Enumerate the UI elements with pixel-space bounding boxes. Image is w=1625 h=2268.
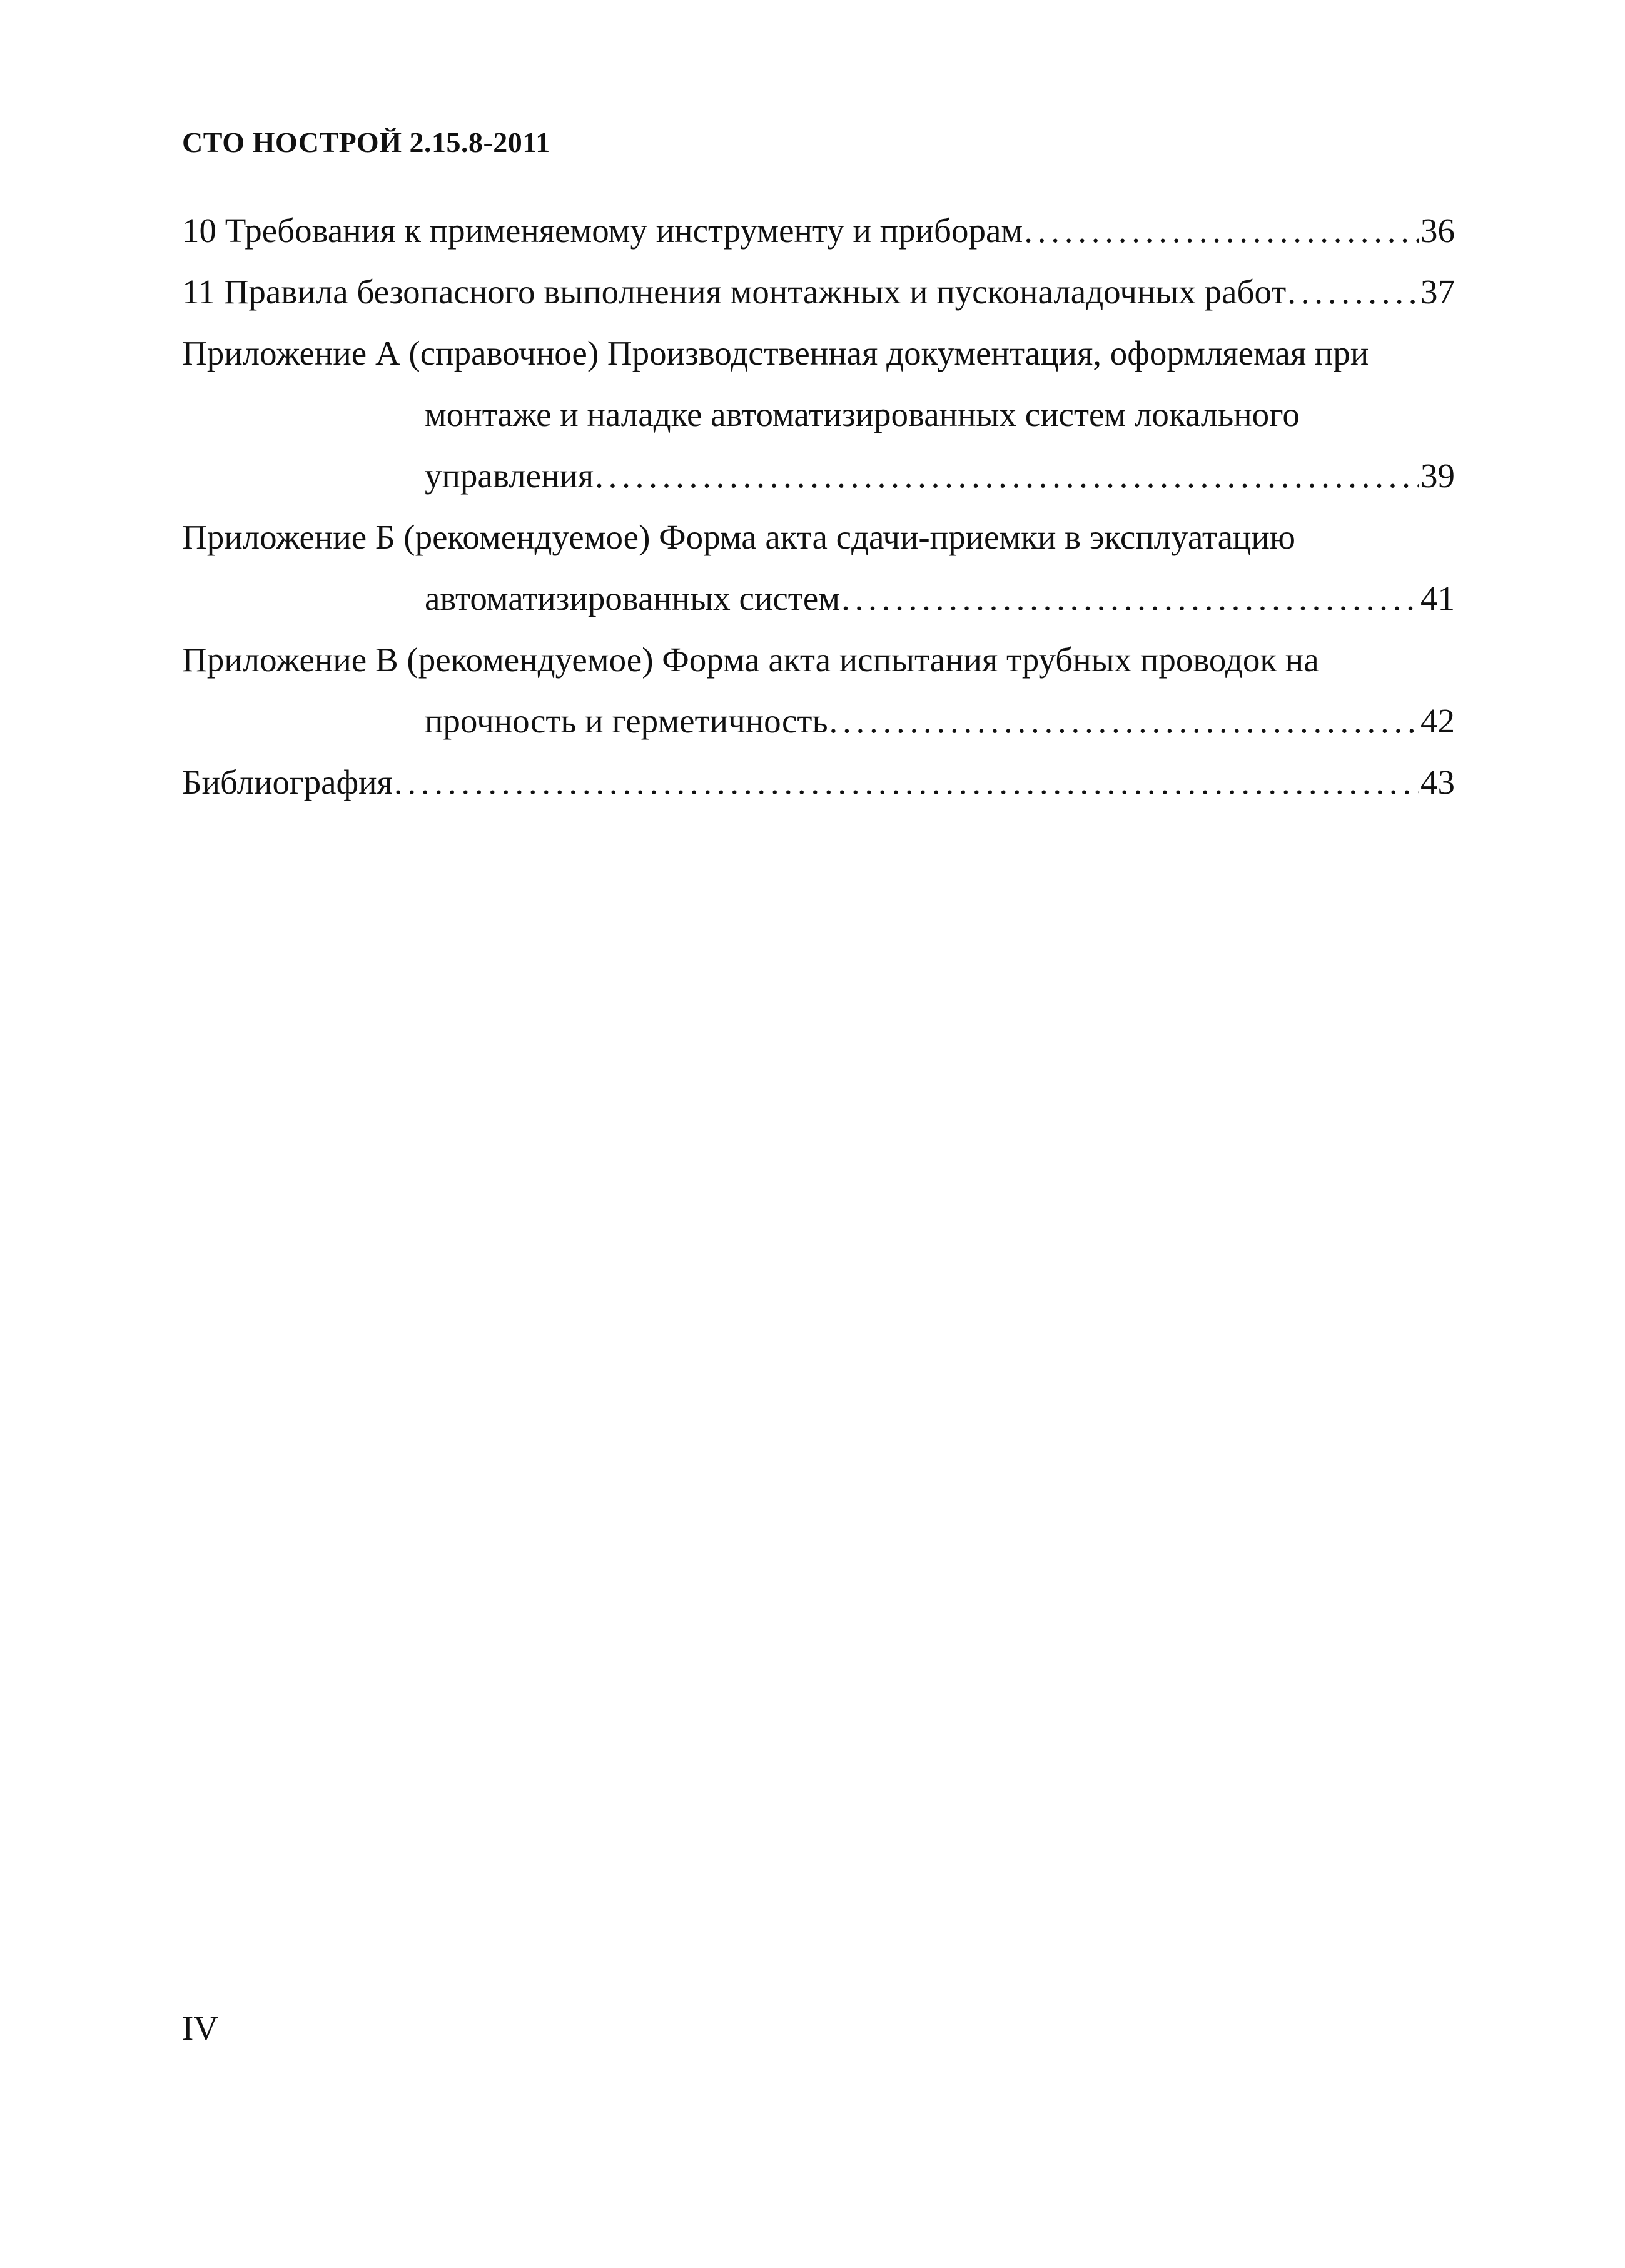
toc-entry-appendix-b[interactable] (182, 507, 1455, 568)
toc-page-number: 41 (1420, 579, 1455, 617)
toc-page-number: 37 (1420, 273, 1455, 311)
toc-entry-appendix-v[interactable] (182, 629, 1455, 691)
toc-entry-bibliography[interactable] (182, 752, 1455, 813)
toc-entry-appendix-a-last-line[interactable] (182, 445, 1455, 507)
toc-entry-appendix-a-continuation[interactable] (182, 384, 1455, 445)
toc-dot-leader (1024, 200, 1419, 261)
toc-dot-leader (829, 691, 1419, 752)
toc-entry-10[interactable] (182, 200, 1455, 261)
toc-entry-appendix-v-last-line[interactable] (182, 691, 1455, 752)
toc-entry-appendix-b-last-line[interactable] (182, 568, 1455, 629)
toc-dot-leader (1287, 261, 1419, 323)
toc-entry-title: 11 Правила безопасного выполнения монтажных и пусконаладочных работ (182, 273, 1287, 311)
toc-dot-leader (841, 568, 1419, 629)
toc-dot-leader (595, 445, 1419, 507)
toc-entry-title-continuation: управления (425, 457, 594, 495)
toc-entry-title: 10 Требования к применяемому инструменту и приборам (182, 211, 1023, 250)
toc-entry-title-continuation: прочность и герметичность (425, 702, 828, 740)
toc-entry-11[interactable] (182, 261, 1455, 323)
toc-entry-title-continuation: монтаже и наладке автоматизированных систем локального (425, 395, 1300, 433)
toc-entry-title: Приложение Б (рекомендуемое) Форма акта сдачи-приемки в эксплуатацию (182, 518, 1295, 556)
toc-entry-appendix-a[interactable] (182, 323, 1455, 384)
toc-page-number: 43 (1420, 763, 1455, 801)
toc-entry-title-continuation: автоматизированных систем (425, 579, 841, 617)
document-code-header: СТО НОСТРОЙ 2.15.8-2011 (182, 126, 550, 158)
toc-page-number: 42 (1420, 702, 1455, 740)
table-of-contents (182, 200, 1455, 813)
toc-page-number: 39 (1420, 457, 1455, 495)
toc-entry-title: Приложение В (рекомендуемое) Форма акта испытания трубных проводок на (182, 640, 1319, 679)
page-number-footer: IV (182, 2009, 219, 2047)
toc-entry-title: Приложение А (справочное) Производственная документация, оформляемая при (182, 334, 1369, 372)
toc-page-number: 36 (1420, 211, 1455, 250)
toc-entry-title: Библиография (182, 763, 393, 801)
toc-dot-leader (394, 752, 1419, 813)
